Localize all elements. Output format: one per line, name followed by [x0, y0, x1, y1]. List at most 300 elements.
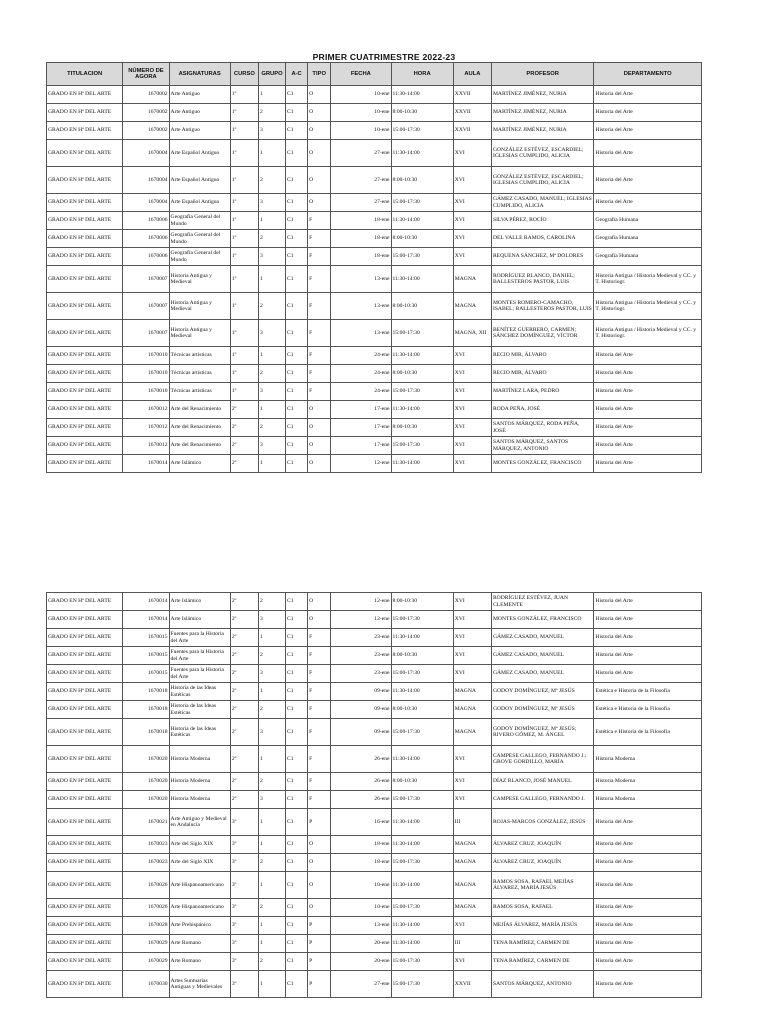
cell-fecha: 13-ene: [331, 293, 391, 320]
cell-grupo: 1: [258, 629, 285, 647]
cell-grupo: 2: [258, 647, 285, 665]
cell-asignatura: Arte Antiguo: [169, 104, 230, 122]
table-row: [47, 212, 702, 230]
cell-departamento: Historia del Arte: [594, 611, 702, 629]
cell-a-c: C1: [286, 629, 308, 647]
cell-fecha: 23-ene: [331, 647, 391, 665]
cell-asignatura: Arte Romano: [169, 953, 230, 971]
cell-titulacion: GRADO EN Hª DEL ARTE: [47, 401, 123, 419]
cell-numero-agora: 1670028: [123, 917, 169, 935]
cell-titulacion: GRADO EN Hª DEL ARTE: [47, 230, 123, 248]
cell-hora: 11:30-14:00: [391, 935, 453, 953]
table-row: [47, 854, 702, 872]
table-row: [47, 455, 702, 473]
cell-departamento: Estética e Historia de la Filosofía: [594, 683, 702, 701]
cell-numero-agora: 1670007: [123, 293, 169, 320]
cell-aula: MAGNA: [453, 872, 491, 899]
cell-numero-agora: 1670015: [123, 629, 169, 647]
cell-departamento: Historia del Arte: [594, 953, 702, 971]
cell-hora: 11:30-14:00: [391, 212, 453, 230]
cell-fecha: 17-ene: [331, 437, 391, 455]
cell-departamento: Historia Antigua / Historia Medieval y CC. y T. Historiogr.: [594, 266, 702, 293]
cell-tipo: F: [308, 230, 331, 248]
cell-a-c: C1: [286, 419, 308, 437]
cell-profesor: GÁMEZ CASADO, MANUEL; IGLESIAS CUMPLIDO, ALICIA: [491, 194, 593, 212]
cell-hora: 8:00-10:30: [391, 773, 453, 791]
cell-grupo: 2: [258, 230, 285, 248]
cell-fecha: 24-ene: [331, 347, 391, 365]
cell-profesor: MONTES ROMERO-CAMACHO, ISABEL; BALLESTEROS PASTOR, LUIS: [491, 293, 593, 320]
cell-curso: 2º: [230, 701, 258, 719]
cell-a-c: C1: [286, 365, 308, 383]
cell-departamento: Historia del Arte: [594, 140, 702, 167]
cell-fecha: 27-ene: [331, 140, 391, 167]
cell-grupo: 1: [258, 347, 285, 365]
cell-aula: XVI: [453, 665, 491, 683]
cell-curso: 3º: [230, 872, 258, 899]
header-a-c: A-C: [286, 63, 308, 86]
cell-departamento: Historia del Arte: [594, 665, 702, 683]
cell-profesor: SANTOS MÁRQUEZ, ANTONIO: [491, 971, 593, 998]
cell-aula: XVI: [453, 248, 491, 266]
header-grupo: GRUPO: [258, 63, 285, 86]
cell-grupo: 1: [258, 746, 285, 773]
cell-grupo: 2: [258, 419, 285, 437]
cell-grupo: 1: [258, 836, 285, 854]
cell-hora: 8:00-10:30: [391, 419, 453, 437]
cell-grupo: 2: [258, 953, 285, 971]
cell-departamento: Historia del Arte: [594, 809, 702, 836]
cell-asignatura: Historia de las Ideas Estéticas: [169, 683, 230, 701]
cell-titulacion: GRADO EN Hª DEL ARTE: [47, 419, 123, 437]
cell-numero-agora: 1670012: [123, 437, 169, 455]
cell-tipo: O: [308, 86, 331, 104]
cell-hora: 11:30-14:00: [391, 86, 453, 104]
cell-grupo: 2: [258, 701, 285, 719]
cell-aula: MAGNA: [453, 836, 491, 854]
cell-asignatura: Artes Suntuarias Antiguas y Medievales: [169, 971, 230, 998]
cell-a-c: C1: [286, 836, 308, 854]
cell-tipo: F: [308, 746, 331, 773]
table-row: [47, 647, 702, 665]
cell-numero-agora: 1670020: [123, 773, 169, 791]
cell-hora: 15:00-17:30: [391, 854, 453, 872]
cell-grupo: 1: [258, 872, 285, 899]
cell-departamento: Historia del Arte: [594, 917, 702, 935]
cell-asignatura: Técnicas artísticas: [169, 383, 230, 401]
cell-tipo: F: [308, 347, 331, 365]
cell-profesor: DÍAZ BLANCO, JOSÉ MANUEL: [491, 773, 593, 791]
cell-tipo: F: [308, 248, 331, 266]
cell-profesor: TENA RAMÍREZ, CARMEN DE: [491, 935, 593, 953]
cell-hora: 15:00-17:30: [391, 899, 453, 917]
table-row: [47, 719, 702, 746]
cell-asignatura: Historia Antigua y Medieval: [169, 266, 230, 293]
cell-titulacion: GRADO EN Hª DEL ARTE: [47, 611, 123, 629]
cell-numero-agora: 1670006: [123, 248, 169, 266]
cell-curso: 2º: [230, 719, 258, 746]
cell-profesor: BENÍTEZ GUERRERO, CARMEN; SÁNCHEZ DOMÍNGUEZ, VÍCTOR: [491, 320, 593, 347]
cell-aula: XVI: [453, 611, 491, 629]
cell-titulacion: GRADO EN Hª DEL ARTE: [47, 953, 123, 971]
exam-schedule-table-top: [46, 62, 702, 473]
cell-fecha: 18-ene: [331, 836, 391, 854]
cell-a-c: C1: [286, 167, 308, 194]
cell-numero-agora: 1670018: [123, 719, 169, 746]
cell-asignatura: Historia Moderna: [169, 791, 230, 809]
cell-hora: 11:30-14:00: [391, 836, 453, 854]
cell-grupo: 1: [258, 971, 285, 998]
cell-a-c: C1: [286, 593, 308, 611]
cell-a-c: C1: [286, 248, 308, 266]
cell-fecha: 26-ene: [331, 746, 391, 773]
cell-a-c: C1: [286, 212, 308, 230]
cell-hora: 11:30-14:00: [391, 347, 453, 365]
cell-fecha: 26-ene: [331, 773, 391, 791]
table-row: [47, 437, 702, 455]
table-row: [47, 86, 702, 104]
cell-a-c: C1: [286, 122, 308, 140]
cell-tipo: O: [308, 104, 331, 122]
table-header-row: [47, 63, 702, 86]
cell-aula: XVI: [453, 917, 491, 935]
cell-numero-agora: 1670007: [123, 266, 169, 293]
header-fecha: FECHA: [331, 63, 391, 86]
cell-profesor: ÁLVAREZ CRUZ, JOAQUÍN: [491, 836, 593, 854]
cell-a-c: C1: [286, 293, 308, 320]
cell-asignatura: Fuentes para la Historia del Arte: [169, 647, 230, 665]
header-tipo: TIPO: [308, 63, 331, 86]
cell-titulacion: GRADO EN Hª DEL ARTE: [47, 854, 123, 872]
cell-a-c: C1: [286, 791, 308, 809]
cell-aula: XVI: [453, 629, 491, 647]
cell-profesor: MARTÍNEZ JIMÉNEZ, NURIA: [491, 122, 593, 140]
cell-titulacion: GRADO EN Hª DEL ARTE: [47, 320, 123, 347]
cell-asignatura: Historia Antigua y Medieval: [169, 293, 230, 320]
cell-a-c: C1: [286, 665, 308, 683]
cell-grupo: 2: [258, 293, 285, 320]
cell-hora: 15:00-17:30: [391, 791, 453, 809]
cell-a-c: C1: [286, 746, 308, 773]
cell-profesor: GÁMEZ CASADO, MANUEL: [491, 629, 593, 647]
cell-asignatura: Arte del Siglo XIX: [169, 854, 230, 872]
cell-asignatura: Arte Antiguo y Medieval en Andalucía: [169, 809, 230, 836]
cell-asignatura: Técnicas artísticas: [169, 347, 230, 365]
cell-fecha: 10-ene: [331, 86, 391, 104]
table-row: [47, 266, 702, 293]
table-row: [47, 347, 702, 365]
cell-numero-agora: 1670026: [123, 872, 169, 899]
exam-schedule-table-bottom: [46, 592, 702, 998]
cell-numero-agora: 1670002: [123, 122, 169, 140]
table-body-top: [47, 86, 702, 473]
cell-aula: MAGNA, XII: [453, 320, 491, 347]
cell-profesor: GODOY DOMÍNGUEZ, Mª JESÚS: [491, 701, 593, 719]
cell-numero-agora: 1670002: [123, 86, 169, 104]
cell-numero-agora: 1670021: [123, 809, 169, 836]
cell-numero-agora: 1670029: [123, 953, 169, 971]
cell-curso: 2º: [230, 611, 258, 629]
cell-titulacion: GRADO EN Hª DEL ARTE: [47, 647, 123, 665]
cell-a-c: C1: [286, 899, 308, 917]
cell-departamento: Geografía Humana: [594, 212, 702, 230]
cell-a-c: C1: [286, 971, 308, 998]
cell-aula: MAGNA: [453, 266, 491, 293]
cell-aula: MAGNA: [453, 701, 491, 719]
cell-fecha: 18-ene: [331, 230, 391, 248]
cell-hora: 8:00-10:30: [391, 230, 453, 248]
cell-departamento: Historia Moderna: [594, 773, 702, 791]
cell-grupo: 3: [258, 719, 285, 746]
cell-tipo: P: [308, 953, 331, 971]
cell-fecha: 27-ene: [331, 194, 391, 212]
cell-a-c: C1: [286, 266, 308, 293]
cell-departamento: Geografía Humana: [594, 230, 702, 248]
cell-grupo: 2: [258, 899, 285, 917]
cell-a-c: C1: [286, 773, 308, 791]
cell-grupo: 1: [258, 455, 285, 473]
cell-departamento: Estética e Historia de la Filosofía: [594, 719, 702, 746]
cell-tipo: P: [308, 809, 331, 836]
cell-aula: MAGNA: [453, 293, 491, 320]
cell-curso: 1º: [230, 347, 258, 365]
cell-titulacion: GRADO EN Hª DEL ARTE: [47, 167, 123, 194]
cell-fecha: 23-ene: [331, 629, 391, 647]
cell-a-c: C1: [286, 383, 308, 401]
cell-aula: XVI: [453, 437, 491, 455]
table-row: [47, 611, 702, 629]
cell-tipo: O: [308, 593, 331, 611]
cell-curso: 1º: [230, 194, 258, 212]
cell-tipo: F: [308, 701, 331, 719]
cell-profesor: CAMPESE GALLEGO, FERNANDO J.: [491, 791, 593, 809]
cell-departamento: Historia Antigua / Historia Medieval y CC. y T. Historiogr.: [594, 293, 702, 320]
cell-fecha: 10-ene: [331, 899, 391, 917]
cell-grupo: 2: [258, 593, 285, 611]
cell-curso: 1º: [230, 230, 258, 248]
cell-tipo: F: [308, 791, 331, 809]
cell-fecha: 24-ene: [331, 365, 391, 383]
cell-curso: 2º: [230, 437, 258, 455]
cell-profesor: MONTES GONZÁLEZ, FRANCISCO: [491, 611, 593, 629]
cell-grupo: 1: [258, 917, 285, 935]
cell-asignatura: Arte Español Antiguo: [169, 194, 230, 212]
cell-curso: 1º: [230, 212, 258, 230]
table-row: [47, 935, 702, 953]
cell-hora: 15:00-17:30: [391, 122, 453, 140]
cell-fecha: 18-ene: [331, 854, 391, 872]
cell-tipo: F: [308, 212, 331, 230]
table-row: [47, 167, 702, 194]
cell-grupo: 3: [258, 383, 285, 401]
table-row: [47, 320, 702, 347]
cell-numero-agora: 1670002: [123, 104, 169, 122]
cell-a-c: C1: [286, 437, 308, 455]
cell-numero-agora: 1670010: [123, 365, 169, 383]
cell-numero-agora: 1670026: [123, 899, 169, 917]
cell-curso: 1º: [230, 122, 258, 140]
cell-fecha: 17-ene: [331, 419, 391, 437]
cell-profesor: ROJAS-MARCOS GONZÁLEZ, JESÚS: [491, 809, 593, 836]
cell-hora: 15:00-17:30: [391, 665, 453, 683]
cell-fecha: 09-ene: [331, 719, 391, 746]
cell-grupo: 3: [258, 437, 285, 455]
cell-curso: 1º: [230, 365, 258, 383]
cell-titulacion: GRADO EN Hª DEL ARTE: [47, 872, 123, 899]
cell-hora: 11:30-14:00: [391, 455, 453, 473]
cell-a-c: C1: [286, 719, 308, 746]
cell-hora: 15:00-17:30: [391, 611, 453, 629]
cell-profesor: MARTÍNEZ JIMÉNEZ, NURIA: [491, 86, 593, 104]
cell-aula: XXVII: [453, 104, 491, 122]
cell-a-c: C1: [286, 647, 308, 665]
cell-asignatura: Arte Hispanoamericano: [169, 899, 230, 917]
cell-curso: 1º: [230, 383, 258, 401]
cell-hora: 8:00-10:30: [391, 593, 453, 611]
cell-a-c: C1: [286, 401, 308, 419]
cell-aula: III: [453, 809, 491, 836]
table-row: [47, 122, 702, 140]
cell-departamento: Historia del Arte: [594, 836, 702, 854]
cell-aula: MAGNA: [453, 854, 491, 872]
cell-hora: 11:30-14:00: [391, 140, 453, 167]
cell-departamento: Historia del Arte: [594, 629, 702, 647]
cell-fecha: 10-ene: [331, 104, 391, 122]
cell-aula: MAGNA: [453, 683, 491, 701]
cell-numero-agora: 1670029: [123, 935, 169, 953]
cell-curso: 1º: [230, 104, 258, 122]
table-row: [47, 140, 702, 167]
cell-departamento: Historia del Arte: [594, 455, 702, 473]
cell-numero-agora: 1670018: [123, 683, 169, 701]
cell-departamento: Historia del Arte: [594, 647, 702, 665]
cell-grupo: 3: [258, 791, 285, 809]
cell-asignatura: Historia Moderna: [169, 773, 230, 791]
table-row: [47, 791, 702, 809]
cell-hora: 11:30-14:00: [391, 917, 453, 935]
cell-tipo: F: [308, 683, 331, 701]
cell-fecha: 18-ene: [331, 248, 391, 266]
cell-profesor: RODA PEÑA, JOSÉ: [491, 401, 593, 419]
cell-tipo: F: [308, 629, 331, 647]
cell-fecha: 18-ene: [331, 212, 391, 230]
cell-titulacion: GRADO EN Hª DEL ARTE: [47, 899, 123, 917]
cell-grupo: 1: [258, 140, 285, 167]
cell-asignatura: Arte del Renacimiento: [169, 401, 230, 419]
cell-grupo: 3: [258, 248, 285, 266]
cell-grupo: 1: [258, 86, 285, 104]
cell-numero-agora: 1670004: [123, 194, 169, 212]
cell-tipo: F: [308, 365, 331, 383]
table-row: [47, 104, 702, 122]
cell-aula: XVI: [453, 401, 491, 419]
cell-profesor: MONTES GONZÁLEZ, FRANCISCO: [491, 455, 593, 473]
cell-grupo: 2: [258, 167, 285, 194]
cell-tipo: O: [308, 419, 331, 437]
cell-numero-agora: 1670006: [123, 212, 169, 230]
cell-asignatura: Arte Islámico: [169, 611, 230, 629]
cell-curso: 3º: [230, 953, 258, 971]
header-asignaturas: ASIGNATURAS: [169, 63, 230, 86]
cell-aula: XVI: [453, 455, 491, 473]
cell-profesor: RODRÍGUEZ ESTÉVEZ, JUAN CLEMENTE: [491, 593, 593, 611]
cell-asignatura: Arte Islámico: [169, 593, 230, 611]
cell-profesor: SANTOS MÁRQUEZ, SANTOS MÁRQUEZ, ANTONIO: [491, 437, 593, 455]
cell-numero-agora: 1670007: [123, 320, 169, 347]
cell-titulacion: GRADO EN Hª DEL ARTE: [47, 701, 123, 719]
cell-departamento: Historia del Arte: [594, 365, 702, 383]
table-row: [47, 773, 702, 791]
cell-aula: XVI: [453, 647, 491, 665]
header-departamento: DEPARTAMENTO: [594, 63, 702, 86]
table-row: [47, 665, 702, 683]
cell-profesor: RAMOS SOSA, RAFAEL MEJÍAS ÁLVAREZ, MARÍA JESÚS: [491, 872, 593, 899]
cell-asignatura: Geografía General del Mundo: [169, 212, 230, 230]
cell-titulacion: GRADO EN Hª DEL ARTE: [47, 746, 123, 773]
table-row: [47, 953, 702, 971]
cell-aula: MAGNA: [453, 899, 491, 917]
cell-tipo: O: [308, 854, 331, 872]
cell-tipo: O: [308, 611, 331, 629]
cell-numero-agora: 1670020: [123, 791, 169, 809]
cell-titulacion: GRADO EN Hª DEL ARTE: [47, 917, 123, 935]
cell-curso: 1º: [230, 248, 258, 266]
cell-a-c: C1: [286, 854, 308, 872]
cell-departamento: Historia Moderna: [594, 746, 702, 773]
cell-fecha: 09-ene: [331, 701, 391, 719]
cell-hora: 11:30-14:00: [391, 872, 453, 899]
cell-asignatura: Arte Español Antiguo: [169, 167, 230, 194]
cell-tipo: F: [308, 320, 331, 347]
table-body-bottom: [47, 593, 702, 998]
table-row: [47, 194, 702, 212]
cell-tipo: F: [308, 383, 331, 401]
table-row: [47, 419, 702, 437]
cell-hora: 15:00-17:30: [391, 719, 453, 746]
cell-hora: 15:00-17:30: [391, 953, 453, 971]
cell-curso: 2º: [230, 401, 258, 419]
cell-departamento: Historia del Arte: [594, 86, 702, 104]
cell-aula: XVI: [453, 773, 491, 791]
cell-departamento: Historia del Arte: [594, 167, 702, 194]
cell-profesor: GÁMEZ CASADO, MANUEL: [491, 665, 593, 683]
cell-curso: 1º: [230, 266, 258, 293]
cell-titulacion: GRADO EN Hª DEL ARTE: [47, 791, 123, 809]
cell-aula: III: [453, 935, 491, 953]
cell-fecha: 10-ene: [331, 872, 391, 899]
cell-departamento: Historia del Arte: [594, 971, 702, 998]
cell-tipo: F: [308, 647, 331, 665]
cell-hora: 11:30-14:00: [391, 683, 453, 701]
cell-a-c: C1: [286, 809, 308, 836]
cell-departamento: Estética e Historia de la Filosofía: [594, 701, 702, 719]
cell-tipo: F: [308, 293, 331, 320]
cell-departamento: Historia Antigua / Historia Medieval y CC. y T. Historiogr.: [594, 320, 702, 347]
cell-asignatura: Historia de las Ideas Estéticas: [169, 701, 230, 719]
cell-fecha: 16-ene: [331, 809, 391, 836]
cell-departamento: Historia Moderna: [594, 791, 702, 809]
table-row: [47, 746, 702, 773]
header-aula: AULA: [453, 63, 491, 86]
cell-asignatura: Arte Antiguo: [169, 122, 230, 140]
cell-fecha: 17-ene: [331, 401, 391, 419]
cell-aula: XXVII: [453, 971, 491, 998]
cell-hora: 11:30-14:00: [391, 809, 453, 836]
cell-aula: XVI: [453, 383, 491, 401]
table-row: [47, 248, 702, 266]
cell-curso: 1º: [230, 140, 258, 167]
cell-tipo: F: [308, 266, 331, 293]
